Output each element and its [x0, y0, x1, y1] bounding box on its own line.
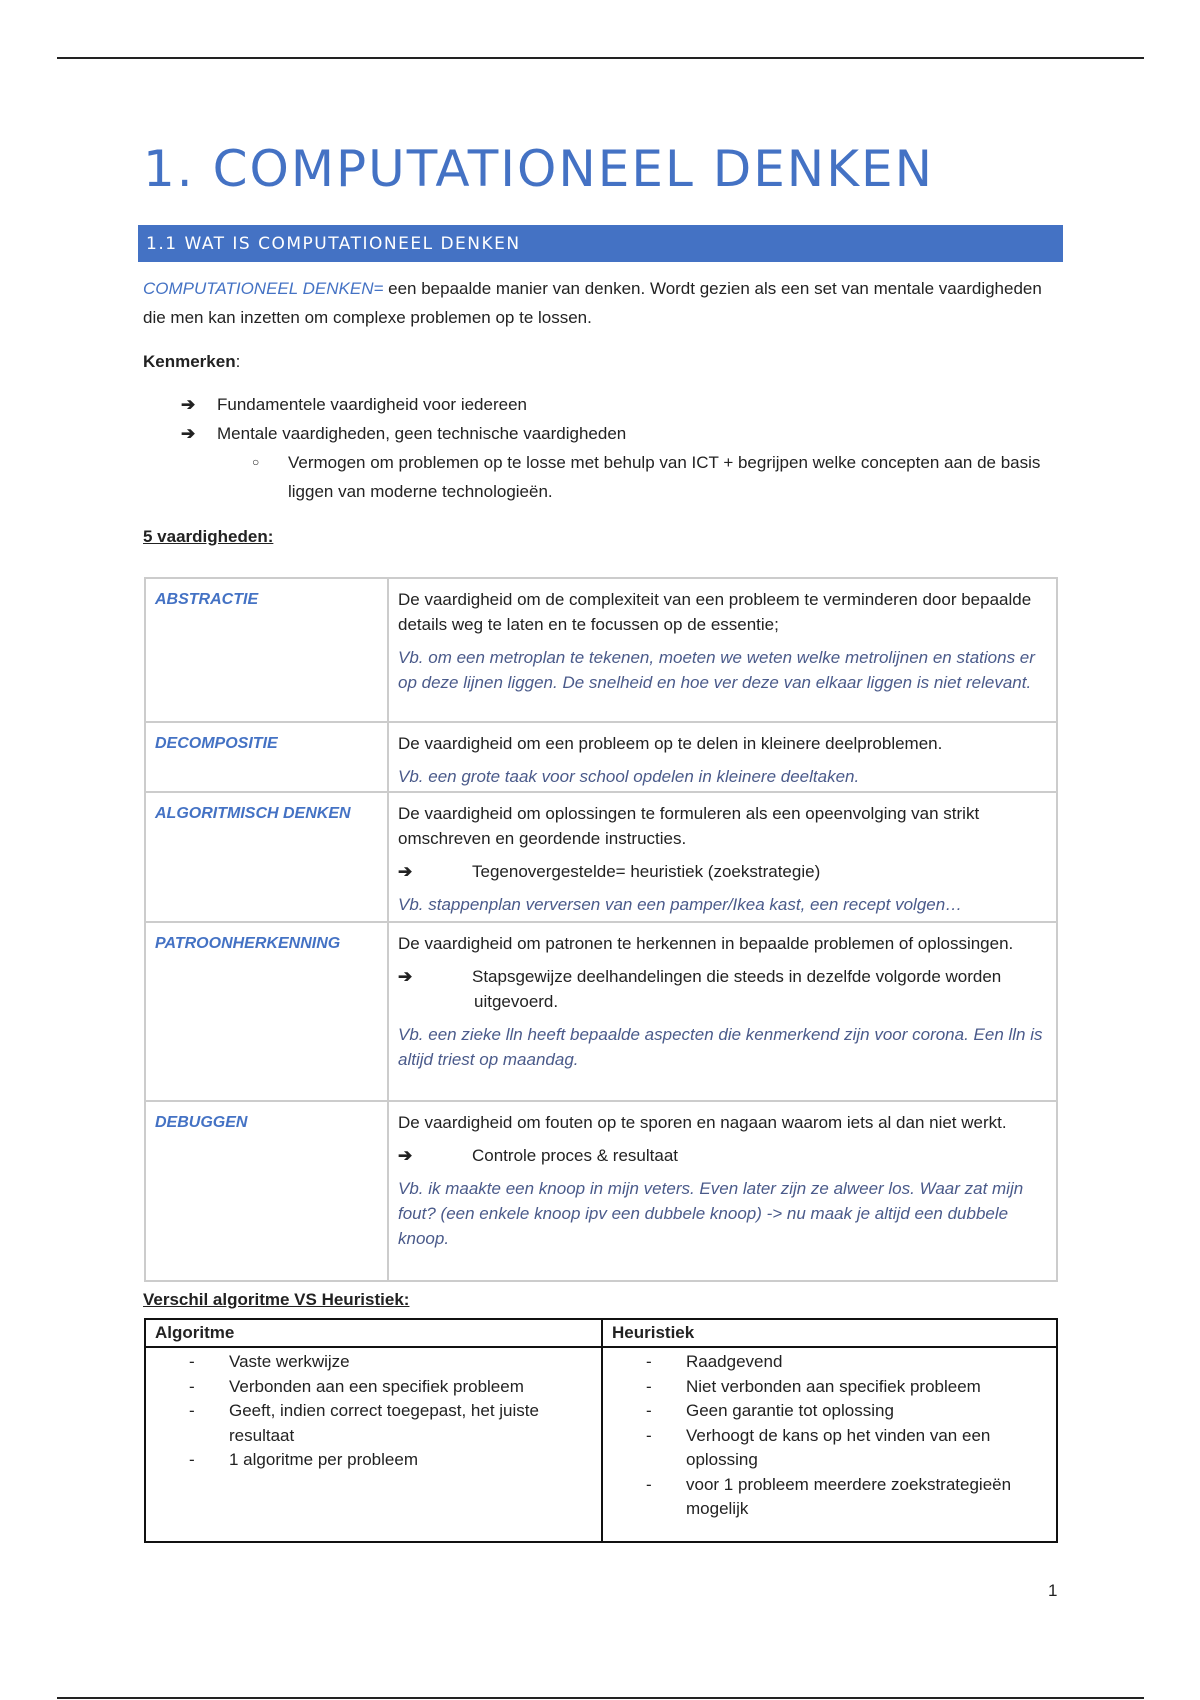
- compare-header-heuristiek: Heuristiek: [602, 1319, 1057, 1347]
- skill-example: Vb. om een metroplan te tekenen, moeten we weten welke metrolijnen en stations er op deze lijnen liggen. De snelheid en hoe ver deze van elkaar liggen is niet relevant.: [398, 648, 1035, 692]
- skill-description: De vaardigheid om de complexiteit van een probleem te verminderen door bepaalde details weg te laten en te focussen op de essentie;: [398, 590, 1032, 634]
- skill-name: ALGORITMISCH DENKEN: [145, 792, 388, 922]
- list-item: - voor 1 probleem meerdere zoekstrategieën mogelijk: [686, 1473, 1047, 1522]
- table-row: [145, 1101, 1057, 1281]
- skill-name: DECOMPOSITIE: [145, 722, 388, 792]
- bottom-rule: [57, 1697, 1144, 1699]
- list-item: - Geen garantie tot oplossing: [686, 1399, 1047, 1424]
- table-row: [145, 578, 1057, 722]
- skill-example: Vb. ik maakte een knoop in mijn veters. Even later zijn ze alweer los. Waar zat mijn fout? (een enkele knoop ipv een dubbele knoop) -> nu maak je altijd een dubbele knoop.: [398, 1179, 1024, 1248]
- skill-note: ➔ Stapsgewijze deelhandelingen die steeds in dezelfde volgorde worden uitgevoerd.: [436, 964, 1047, 1014]
- sub-list-item: ○ Vermogen om problemen op te losse met behulp van ICT + begrijpen welke concepten aan de basis liggen van moderne technologieën.: [181, 448, 1061, 506]
- table-row: [145, 722, 1057, 792]
- table-row: [145, 922, 1057, 1101]
- list-item: - Niet verbonden aan specifiek probleem: [686, 1375, 1047, 1400]
- intro-paragraph: [143, 274, 1063, 332]
- top-rule: [57, 57, 1144, 59]
- intro-definition: een bepaalde manier van denken. Wordt gezien als een set van mentale vaardigheden die men kan inzetten om complexe problemen op te lossen.: [143, 279, 1042, 327]
- circle-bullet-icon: ○: [252, 455, 260, 469]
- skill-description: De vaardigheid om oplossingen te formuleren als een opeenvolging van strikt omschreven en geordende instructies.: [398, 804, 980, 848]
- skill-example: Vb. een zieke lln heeft bepaalde aspecten die kenmerkend zijn voor corona. Een lln is altijd triest op maandag.: [398, 1025, 1043, 1069]
- skill-name: PATROONHERKENNING: [145, 922, 388, 1101]
- page-number: 1: [1048, 1581, 1058, 1600]
- arrow-icon: ➔: [398, 967, 413, 986]
- compare-header-algoritme: Algoritme: [145, 1319, 602, 1347]
- skill-description: De vaardigheid om patronen te herkennen in bepaalde problemen of oplossingen.: [398, 934, 1014, 953]
- skill-description-cell: [388, 578, 1057, 722]
- heuristiek-list: [612, 1350, 1047, 1522]
- intro-term: COMPUTATIONEEL DENKEN=: [143, 279, 384, 298]
- skill-description: De vaardigheid om een probleem op te delen in kleinere deelproblemen.: [398, 734, 943, 753]
- skills-heading: 5 vaardigheden:: [143, 527, 274, 546]
- skill-name: ABSTRACTIE: [145, 578, 388, 722]
- kenmerken-list: [181, 390, 1061, 506]
- arrow-icon: ➔: [398, 862, 413, 881]
- algoritme-list: [155, 1350, 592, 1473]
- arrow-icon: ➔: [398, 1146, 413, 1165]
- skill-name: DEBUGGEN: [145, 1101, 388, 1281]
- skills-table: [144, 577, 1058, 1282]
- kenmerken-label: Kenmerken:: [143, 352, 241, 371]
- arrow-icon: ➔: [181, 395, 196, 414]
- skill-description-cell: [388, 1101, 1057, 1281]
- section-heading: 1.1 WAT IS COMPUTATIONEEL DENKEN: [146, 234, 521, 254]
- list-item: ➔ Mentale vaardigheden, geen technische vaardigheden: [181, 419, 1061, 448]
- list-item: - Geeft, indien correct toegepast, het juiste resultaat: [229, 1399, 592, 1448]
- skill-example: Vb. stappenplan verversen van een pamper/Ikea kast, een recept volgen…: [398, 895, 963, 914]
- skill-description-cell: [388, 792, 1057, 922]
- list-item: - Vaste werkwijze: [229, 1350, 592, 1375]
- list-item: - Verhoogt de kans op het vinden van een oplossing: [686, 1424, 1047, 1473]
- list-item: ➔ Fundamentele vaardigheid voor iedereen: [181, 390, 1061, 419]
- arrow-icon: ➔: [181, 424, 196, 443]
- compare-heading: Verschil algoritme VS Heuristiek:: [143, 1290, 410, 1309]
- skill-example: Vb. een grote taak voor school opdelen in kleinere deeltaken.: [398, 767, 860, 786]
- list-item: - 1 algoritme per probleem: [229, 1448, 592, 1473]
- section-heading-bar: [138, 225, 1063, 262]
- list-item: - Verbonden aan een specifiek probleem: [229, 1375, 592, 1400]
- page-title: 1. COMPUTATIONEEL DENKEN: [143, 140, 934, 198]
- list-item: - Raadgevend: [686, 1350, 1047, 1375]
- compare-table: [144, 1318, 1058, 1543]
- table-row: [145, 792, 1057, 922]
- skill-description-cell: [388, 722, 1057, 792]
- skill-note: ➔ Tegenovergestelde= heuristiek (zoekstrategie): [436, 859, 1047, 884]
- skill-note: ➔ Controle proces & resultaat: [436, 1143, 1047, 1168]
- skill-description: De vaardigheid om fouten op te sporen en nagaan waarom iets al dan niet werkt.: [398, 1113, 1007, 1132]
- skill-description-cell: [388, 922, 1057, 1101]
